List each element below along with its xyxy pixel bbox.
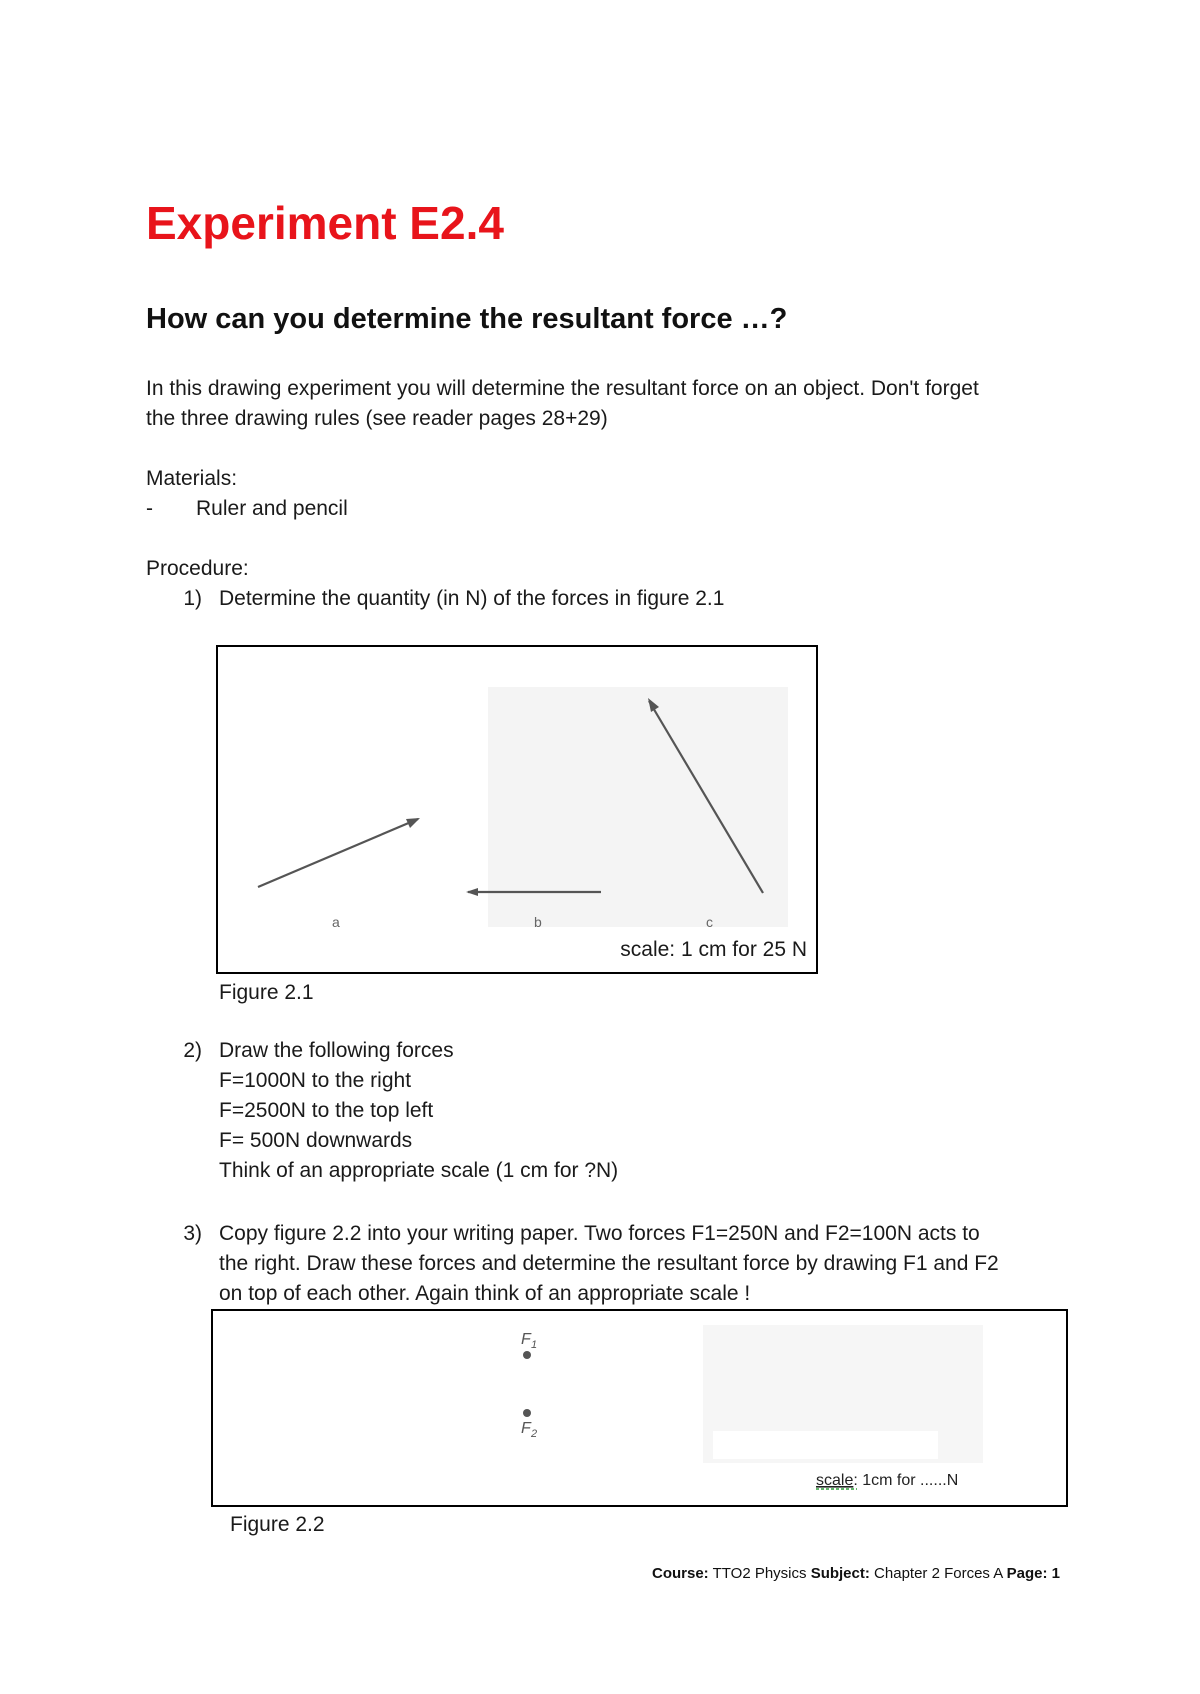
figure-2-1-drawing — [218, 647, 815, 971]
footer-course-value: TTO2 Physics — [712, 1565, 807, 1582]
point-label-f2-subscript: 2 — [531, 1428, 538, 1440]
footer-page-value: 1 — [1051, 1565, 1060, 1582]
intro-paragraph — [146, 374, 979, 434]
step-3-text — [219, 1219, 999, 1309]
materials-item: Ruler and pencil — [196, 497, 348, 520]
step-line: Think of an appropriate scale (1 cm for ?N) — [219, 1159, 619, 1182]
step-line: Copy figure 2.2 into your writing paper. Two forces F1=250N and F2=100N acts to — [219, 1222, 980, 1245]
footer-subject-value: Chapter 2 Forces A — [874, 1565, 1003, 1582]
figure-2-1-caption: Figure 2.1 — [219, 981, 314, 1004]
point-f2 — [523, 1409, 531, 1417]
force-arrow-a — [258, 819, 418, 887]
arrowhead-a — [406, 818, 420, 828]
footer-course-label: Course: — [652, 1565, 709, 1582]
figure-2-1 — [216, 645, 818, 974]
scale-word: scale — [816, 1472, 854, 1489]
materials-label: Materials: — [146, 467, 238, 490]
step-line: the right. Draw these forces and determine the resultant force by drawing F1 and F2 — [219, 1252, 999, 1275]
figure-2-2-drawing — [213, 1311, 1065, 1504]
step-number: 2) — [183, 1039, 202, 1062]
step-line: Draw the following forces — [219, 1039, 454, 1062]
figure-2-1-scale: scale: 1 cm for 25 N — [620, 938, 807, 961]
figure-2-2-caption: Figure 2.2 — [230, 1513, 325, 1536]
point-f1 — [523, 1351, 531, 1359]
blank-strip — [713, 1431, 938, 1459]
point-label-f2: F — [521, 1420, 531, 1437]
figure-2-2-scale — [816, 1472, 958, 1489]
page-title: Experiment E2.4 — [146, 197, 504, 249]
arrowhead-b — [466, 888, 478, 896]
figure-2-2 — [211, 1309, 1068, 1507]
procedure-label: Procedure: — [146, 557, 249, 580]
step-line: Determine the quantity (in N) of the forces in figure 2.1 — [219, 587, 725, 610]
step-line: F=1000N to the right — [219, 1069, 412, 1092]
point-label-f1: F — [521, 1331, 531, 1348]
step-line: on top of each other. Again think of an appropriate scale ! — [219, 1282, 751, 1305]
step-line: F=2500N to the top left — [219, 1099, 434, 1122]
scale-rest: : 1cm for ......N — [853, 1472, 959, 1489]
step-1-text — [219, 584, 724, 614]
footer-page-label: Page: — [1006, 1565, 1048, 1582]
step-number: 1) — [183, 587, 202, 610]
point-label-f1-subscript: 1 — [531, 1339, 538, 1351]
step-2-text — [219, 1036, 618, 1186]
step-number: 3) — [183, 1222, 202, 1245]
intro-line-1: In this drawing experiment you will determine the resultant force on an object. Don't forget — [146, 377, 979, 400]
materials-bullet: - — [146, 497, 153, 520]
figure-label-a: a — [332, 914, 340, 930]
page-footer — [0, 1565, 1060, 1582]
footer-subject-label: Subject: — [810, 1565, 870, 1582]
figure-label-c: c — [706, 914, 713, 930]
step-line: F= 500N downwards — [219, 1129, 413, 1152]
intro-line-2: the three drawing rules (see reader pages 28+29) — [146, 407, 608, 430]
figure-label-b: b — [534, 914, 542, 930]
question-heading: How can you determine the resultant force …? — [146, 303, 788, 335]
